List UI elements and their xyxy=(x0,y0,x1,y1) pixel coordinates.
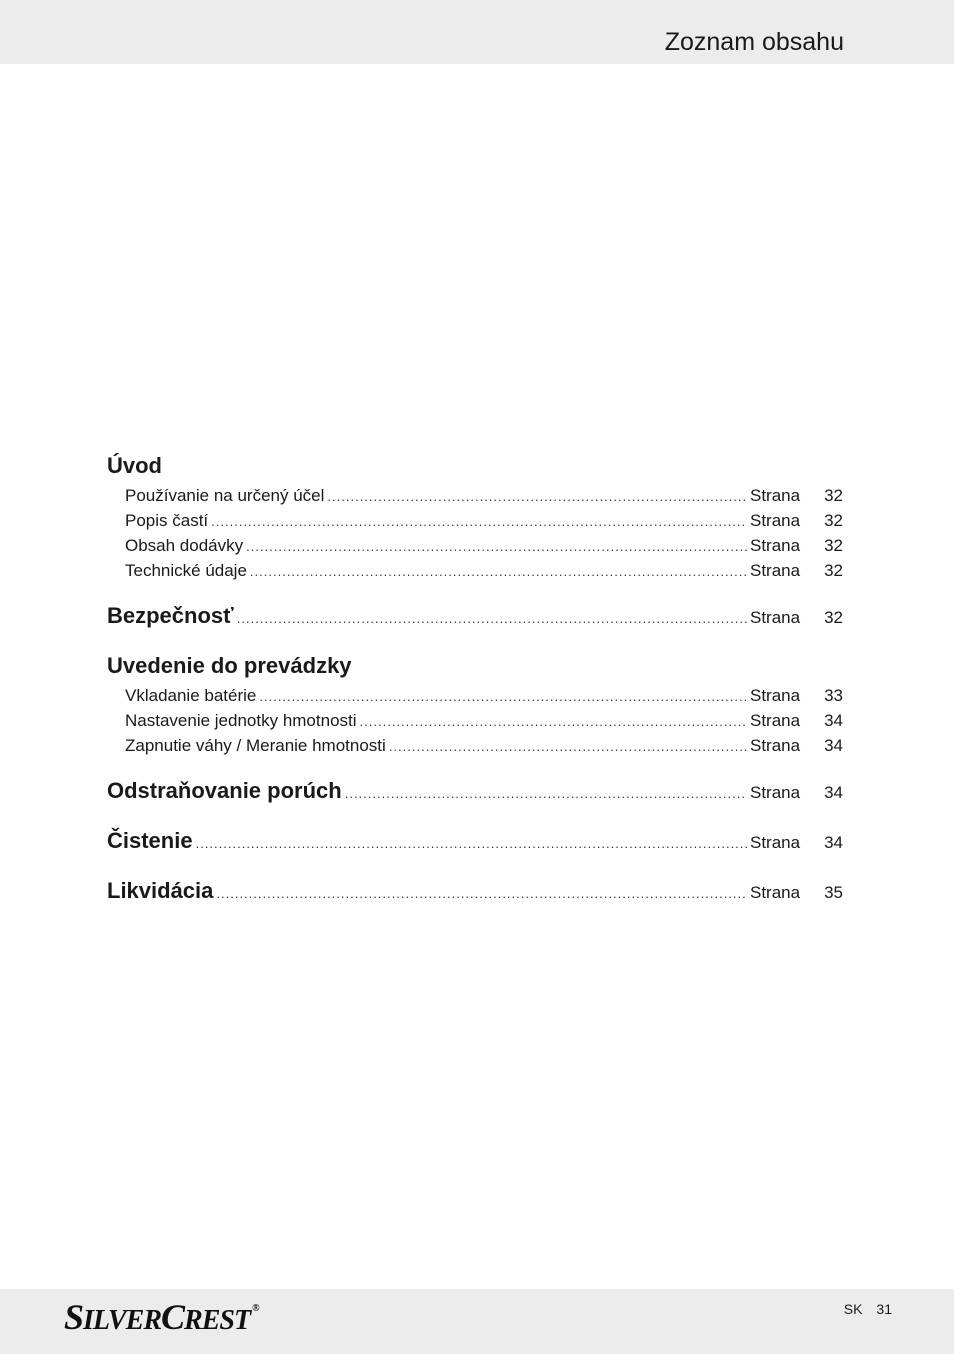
logo-letter: S xyxy=(64,1297,84,1337)
toc-entry-label: Vkladanie batérie xyxy=(125,686,257,705)
toc-section-uvod xyxy=(107,449,843,583)
registered-mark: ® xyxy=(252,1303,259,1314)
dot-leader xyxy=(196,827,747,861)
toc-heading: Uvedenie do prevádzky xyxy=(107,653,352,678)
toc-page-number: 35 xyxy=(824,883,843,902)
silvercrest-logo xyxy=(64,1296,259,1337)
toc-page-word: Strana xyxy=(750,883,801,902)
toc-major-entry-odstranovanie[interactable] xyxy=(107,774,843,808)
toc-page-word: Strana xyxy=(750,833,801,852)
toc-heading: Odstraňovanie porúch xyxy=(107,778,342,803)
dot-leader xyxy=(259,684,747,709)
toc-page-number: 34 xyxy=(824,783,843,802)
toc-entry-label: Technické údaje xyxy=(125,561,247,580)
toc-page-word: Strana xyxy=(750,536,801,555)
toc-major-entry-cistenie[interactable] xyxy=(107,824,843,858)
toc-page-word: Strana xyxy=(750,608,801,627)
toc-entry-label: Zapnutie váhy / Meranie hmotnosti xyxy=(125,736,386,755)
toc-entry[interactable] xyxy=(107,683,843,708)
logo-letter: C xyxy=(161,1297,185,1337)
toc-page-number: 32 xyxy=(824,608,843,627)
logo-text: REST xyxy=(184,1305,251,1336)
header-band xyxy=(0,0,954,64)
toc-page-number: 34 xyxy=(824,833,843,852)
toc-entry-label: Obsah dodávky xyxy=(125,536,244,555)
toc-entry-label: Používanie na určený účel xyxy=(125,486,325,505)
language-code: SK xyxy=(843,1301,863,1317)
toc-major-entry-likvidacia[interactable] xyxy=(107,874,843,908)
toc-page-number: 32 xyxy=(824,536,843,555)
toc-page-number: 32 xyxy=(824,561,843,580)
toc-heading: Likvidácia xyxy=(107,878,214,903)
toc-page-word: Strana xyxy=(750,711,801,730)
logo-text: ILVER xyxy=(83,1305,162,1336)
toc-page-word: Strana xyxy=(750,486,801,505)
toc-page-word: Strana xyxy=(750,511,801,530)
toc-section-uvedenie xyxy=(107,649,843,758)
toc-page-word: Strana xyxy=(750,736,801,755)
toc-page-number: 34 xyxy=(824,711,843,730)
toc-entry[interactable] xyxy=(107,733,843,758)
toc-page-word: Strana xyxy=(750,686,801,705)
toc-page-number: 32 xyxy=(824,486,843,505)
toc-heading: Úvod xyxy=(107,453,162,478)
dot-leader xyxy=(237,602,747,636)
toc-heading: Bezpečnosť xyxy=(107,603,234,628)
toc-page-word: Strana xyxy=(750,561,801,580)
toc-page-number: 32 xyxy=(824,511,843,530)
dot-leader xyxy=(216,877,747,911)
table-of-contents xyxy=(107,449,843,908)
toc-major-entry-bezpecnost[interactable] xyxy=(107,599,843,633)
dot-leader xyxy=(360,709,747,734)
dot-leader xyxy=(246,534,747,559)
toc-entry[interactable] xyxy=(107,483,843,508)
dot-leader xyxy=(389,734,747,759)
page-number: 31 xyxy=(876,1301,892,1317)
dot-leader xyxy=(327,484,747,509)
toc-page-number: 33 xyxy=(824,686,843,705)
toc-page-word: Strana xyxy=(750,783,801,802)
dot-leader xyxy=(211,509,747,534)
toc-heading: Čistenie xyxy=(107,828,193,853)
toc-entry[interactable] xyxy=(107,508,843,533)
page-reference xyxy=(844,1301,892,1317)
dot-leader xyxy=(345,777,747,811)
page-title: Zoznam obsahu xyxy=(664,28,844,56)
toc-page-number: 34 xyxy=(824,736,843,755)
toc-entry-label: Popis častí xyxy=(125,511,209,530)
toc-entry[interactable] xyxy=(107,533,843,558)
toc-entry[interactable] xyxy=(107,558,843,583)
toc-entry-label: Nastavenie jednotky hmotnosti xyxy=(125,711,357,730)
toc-entry[interactable] xyxy=(107,708,843,733)
dot-leader xyxy=(250,559,747,584)
